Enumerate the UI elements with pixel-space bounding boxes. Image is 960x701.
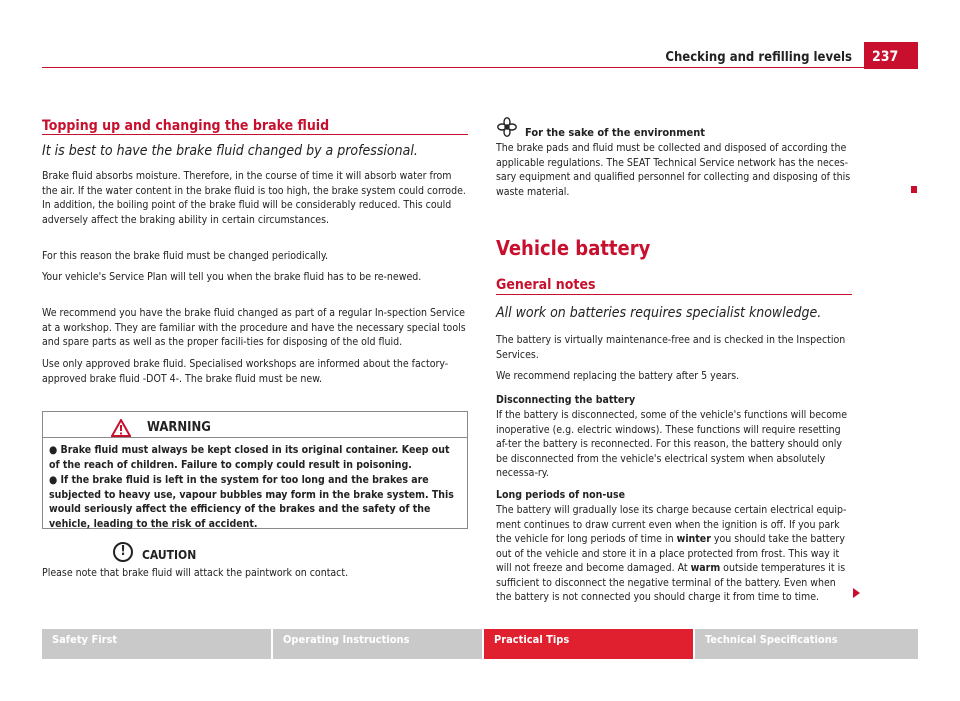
tab-safety-first[interactable]: Safety First (42, 629, 271, 659)
continue-arrow-icon (853, 588, 860, 598)
paragraph: Brake fluid absorbs moisture. Therefore, in the course of time it will absorb water from the air. If the water content in the brake fluid is too high, the brake system could corrode. In addition, the boiling point of the brake fluid will be considerably reduced. This could adversely affect the braking ability in certain circumstances. (42, 170, 466, 226)
section-title-brake-fluid: Topping up and changing the brake fluid (42, 118, 330, 134)
paragraph: For this reason the brake fluid must be changed periodically. (42, 250, 328, 262)
caution-text: Please note that brake fluid will attack the paintwork on contact. (42, 567, 349, 579)
header-rule (42, 67, 864, 68)
tab-operating-instructions[interactable]: Operating Instructions (273, 629, 482, 659)
caution-icon: ! (113, 542, 133, 562)
running-header-title: Checking and refilling levels (665, 50, 852, 65)
paragraph-non-use: The battery will gradually lose its charge because certain electrical equip-ment continues to draw current even when the ignition is off. If you park the vehicle for long periods of time in winter you should take the battery out of the vehicle and store it in a place protected from frost. This way it will not freeze and become damaged. At warm outside temperatures it is sufficient to disconnect the negative terminal of the battery. Even when the battery is not connected you should charge it from time to time. (496, 504, 847, 603)
warning-item-text: If the brake fluid is left in the system for too long and the brakes are subjected to heavy use, vapour bubbles may form in the brake system. This would seriously affect the efficiency of the brakes and the safety of the vehicle, leading to the risk of accident. (49, 474, 454, 530)
bullet-icon: ● (49, 444, 58, 456)
end-of-section-mark (911, 186, 917, 193)
environment-label: For the sake of the environment (525, 126, 706, 139)
subheading-non-use: Long periods of non-use (496, 489, 626, 501)
paragraph: The battery is virtually maintenance-free and is checked in the Inspection Services. (496, 334, 846, 361)
subheading-disconnecting: Disconnecting the battery (496, 394, 636, 406)
warning-label: WARNING (147, 420, 211, 435)
environment-text: The brake pads and fluid must be collected and disposed of according the applicable regulations. The SEAT Technical Service network has the neces-sary equipment and qualified personnel for collecting and disposing of this waste material. (496, 142, 851, 198)
section-rule (496, 294, 852, 295)
tab-technical-specifications[interactable]: Technical Specifications (695, 629, 918, 659)
tab-practical-tips[interactable]: Practical Tips (484, 629, 693, 659)
section-title-general-notes: General notes (496, 277, 596, 293)
paragraph: Use only approved brake fluid. Specialised workshops are informed about the factory-approved brake fluid -DOT 4-. The brake fluid must be new. (42, 358, 449, 385)
paragraph: If the battery is disconnected, some of the vehicle's functions will become inoperative (e.g. electric windows). These functions will require resetting af-ter the battery is reconnected. For this reason, the battery should only be disconnected from the vehicle's electrical system when absolutely necessa-ry. (496, 409, 848, 479)
environment-flower-icon (497, 117, 517, 137)
warning-triangle-icon (111, 419, 131, 437)
chapter-title: Vehicle battery (496, 236, 651, 260)
bullet-icon: ● (49, 474, 58, 486)
warning-item (49, 443, 461, 472)
warning-header (43, 412, 467, 438)
section-lead: It is best to have the brake fluid changed by a professional. (42, 143, 418, 159)
paragraph: We recommend replacing the battery after 5 years. (496, 370, 740, 382)
paragraph: Your vehicle's Service Plan will tell you when the brake fluid has to be re-newed. (42, 271, 422, 283)
warning-box (42, 411, 468, 529)
page-number: 237 (864, 42, 918, 69)
section-lead: All work on batteries requires specialist knowledge. (496, 305, 822, 321)
footer-tab-bar (42, 629, 918, 659)
section-rule (42, 134, 468, 135)
warning-item-text: Brake fluid must always be kept closed in its original container. Keep out of the reach of children. Failure to comply could result in poisoning. (49, 444, 450, 471)
caution-label: CAUTION (142, 548, 197, 562)
warning-item (49, 473, 461, 531)
paragraph: We recommend you have the brake fluid changed as part of a regular In-spection Service at a workshop. They are familiar with the procedure and have the necessary special tools and spare parts as well as the proper facili-ties for disposing of the old fluid. (42, 307, 466, 348)
